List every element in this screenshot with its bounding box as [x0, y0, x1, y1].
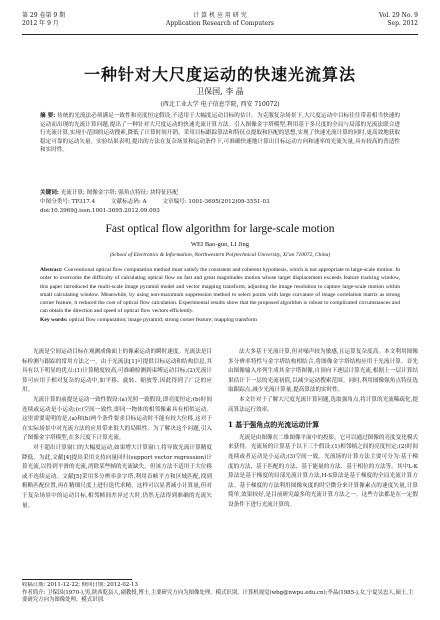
- abstract-cn-label: 摘 要:: [40, 113, 56, 119]
- journal-name: [22, 12, 418, 28]
- paper-title-en: Fast optical flow algorithm for large-scale motion: [105, 223, 335, 235]
- paper-title-cn: 一种针对大尺度运动的快速光流算法: [83, 65, 356, 84]
- body-paragraph: 光流是由图像在二维图像平面中的投影。它可以通过图像的亮度变化模式来获得。光流场的计算基于以下三个假设:(1)相邻帧之间的亮度恒定;(2)时间连续或者运动是小运动;(3)空间一致。光流场的计算方法主要可分为:基于梯度的方法、基于匹配的方法、基于能量的方法、基于相位的方法等。其中L-K算法是基于梯度的局部光流计算方法,H-S算法是基于梯度的全局光流计算方法。基于梯度的方法利用图像灰度的时空微分来计算像素点的速度矢量,计算简单,效果较好,是目前研究最多的光流计算方法之一。这些方法都是在一定假设条件下进行光流计算的。: [228, 434, 418, 508]
- keywords-en-label: Key words:: [40, 316, 68, 323]
- footnote: [22, 582, 418, 605]
- affiliation-en: (School of Electronics & Information, Northwestern Polytechnical University, Xi'an 710072, China): [109, 252, 331, 258]
- body-paragraph: 光流是空间运动目标在观测成像面上的像素运动的瞬时速度。光流法是目标检测与跟踪的常用方法之一。由于光流法[1]可提供目标运动和结构信息,其具有以下明显的优点:(1)计算精度较高,可准确检测到束缚运动目标;(2)光流计算可应用于相对复杂的运动中,如平移、旋转、缩放等,因此得到了广泛的应用。: [22, 349, 212, 394]
- journal-issue-en: [379, 12, 418, 28]
- keywords-en-text: optical flow computation; image pyramid; strong corner feature; mapping transform: [68, 316, 258, 323]
- issue-volume-en: Vol. 29 No. 9: [378, 12, 418, 19]
- body-paragraph: 对于超出计算窗口的大幅度运动,如果增大计算窗口,将导致光流计算精度降低。为此,文献[4]提出采用支持向量回归(support vector regression)计算光流,以得到平滑的光流,消除某些帧的光流缺失。但该方法不适用于大位移或不连续运动。文献[5]采用多分辨率金字塔,利用首帧平方和区域匹配,找到粗略匹配位置,再在精细尺度上进行迭代求精。这样可以显著减小计算量,但对于复杂场景中的运动目标,相邻帧间差异过大时,仍然无法得到准确的光流矢量。: [22, 444, 212, 509]
- abstract-cn: [40, 112, 400, 155]
- keywords-cn: [40, 189, 400, 197]
- authors-en: WEI Bao-guo, LI Jing: [190, 241, 250, 248]
- author-bio: 作者简介: 卫保国(1970-),男,陕西乾县人,副教授,博士,主要研究方向为图像处理、模式识别、计算机视觉(wbg@nwpu.edu.cn);李晶(1985-),女,宁夏吴忠人,硕士,主要研究方向为图像处理、模式识别.: [22, 589, 414, 604]
- body-paragraph: 光流计算的前提是运动一致性假设:(a)光照一致假设,即亮度恒定;(b)时间连续或运动是小运动;(c)空间一致性,即同一物体的相邻像素具有相似运动。这里需要说明的是,(a)和(b)两个条件要求目标运动时不能有较大位移,这对于在实际场景中对光流方法的应用带来很大的局限性。为了解决这个问题,引入了图像金字塔模型,在多尺度下计算光流。: [22, 396, 212, 442]
- document-code: 文献标志码: A: [110, 199, 147, 205]
- received-date: 收稿日期: 2011-12-22; 修回日期: 2012-02-13: [22, 582, 138, 588]
- body-paragraph: 本文针对于了解大尺度光流计算问题,选取强角点,将计算的光流稀疏化,提高算法运行效率。: [228, 396, 418, 413]
- journal-name-cn: 计 算 机 应 用 研 究: [193, 12, 247, 19]
- abstract-cn-text: 传统的光流法必须满足一致性和亮度恒定假设,不适用于大幅度运动目标的估计。为克服复杂场景下,大尺度运动中目标往往带着相当快速的运动而出现的光流计算问题,提出了一种针对大尺度运动的快速光流计算方法。引入图像金字塔模型,利用基于多尺度的全局与局部的光流法联合进行光流计算,实现小范围的运动搜索,降低了计算时间开销。采用目标跟踪算法和特征点提取和匹配的思想,实现了快速光流计算的同时,更高效地获取稳定可靠的运动矢量。实验结果表明,提出的方法在复杂场景和运动条件下,可准确快速地计算出目标运动方向和速率的光流矢量,具有较高的普适性和实时性。: [40, 113, 401, 154]
- abstract-en: [40, 266, 400, 324]
- keywords-cn-label: 关键词:: [40, 190, 59, 196]
- affiliation-cn: (西北工业大学 电子信息学院, 西安 710072): [160, 101, 280, 108]
- journal-name-en: Application Research of Computers: [165, 20, 275, 27]
- issue-date-en: Sep. 2012: [387, 20, 418, 27]
- running-header: [22, 12, 418, 34]
- abstract-en-text: Conventional optical flow computation method must satisfy the consistent and coherent hypothesis, which is not appropriate to large-scale motion. In order to overcome the difficulty of calculating optical flow on fast and great magnitudes motion whose target displacement exceeds feature tracking window, this paper introduced the multi-scale image pyramid model and vector mapping transform, adjusting the image resolution to capture large-scale motion within small calculating window. Meanwhile, by using non-maximum suppression method to select points with large curvature of image correlation matrix as strong corner feature, it reduced the cost of optical flow calculation. Experimental results show that the proposed algorithm is robust to complicated circumstances and can obtain the direction and speed of optical flow vectors efficiently.: [40, 267, 400, 315]
- keywords-cn-text: 光流计算; 图像金字塔; 强角点特征; 块特征匹配: [60, 190, 178, 196]
- abstract-en-label: Abstract:: [40, 267, 63, 273]
- section-heading: 1 基于强角点的光流运动计算: [228, 420, 320, 430]
- body-column-left: [22, 348, 212, 511]
- doi: doi:10.3969/j.issn.1001-3695.2012.09.093: [40, 208, 160, 214]
- body-paragraph: 法大多基于光流计算,但对噪声较为敏感,且运算复杂度高。本文利用图像多分辨率特性与金字塔结构相结合,将图像金字塔结构应用于光流计算。首先由图像输入序列生成其金字塔图像,自顶向下逐层计算光流,根据上一层计算结果估计下一层的光流初值,以减少运动搜索范围。同时,利用图像强角点特征选取跟踪点,减少光流计算量,提高算法的实时性。: [228, 349, 418, 394]
- authors-cn: 卫保国, 李 晶: [196, 87, 244, 96]
- body-column-right: [228, 348, 418, 511]
- clc-number: 中图分类号: TP317.4: [40, 199, 96, 205]
- issue-date: 2012 年 9 月: [22, 20, 59, 27]
- classification-row: [40, 198, 400, 206]
- doi-row: [40, 207, 400, 215]
- issue-volume: 第 29 卷第 9 期: [22, 12, 66, 19]
- header-rule: [22, 34, 418, 35]
- article-number: 文章编号: 1001-3695(2012)09-3551-03: [162, 199, 270, 205]
- footnote-rule: [22, 579, 132, 580]
